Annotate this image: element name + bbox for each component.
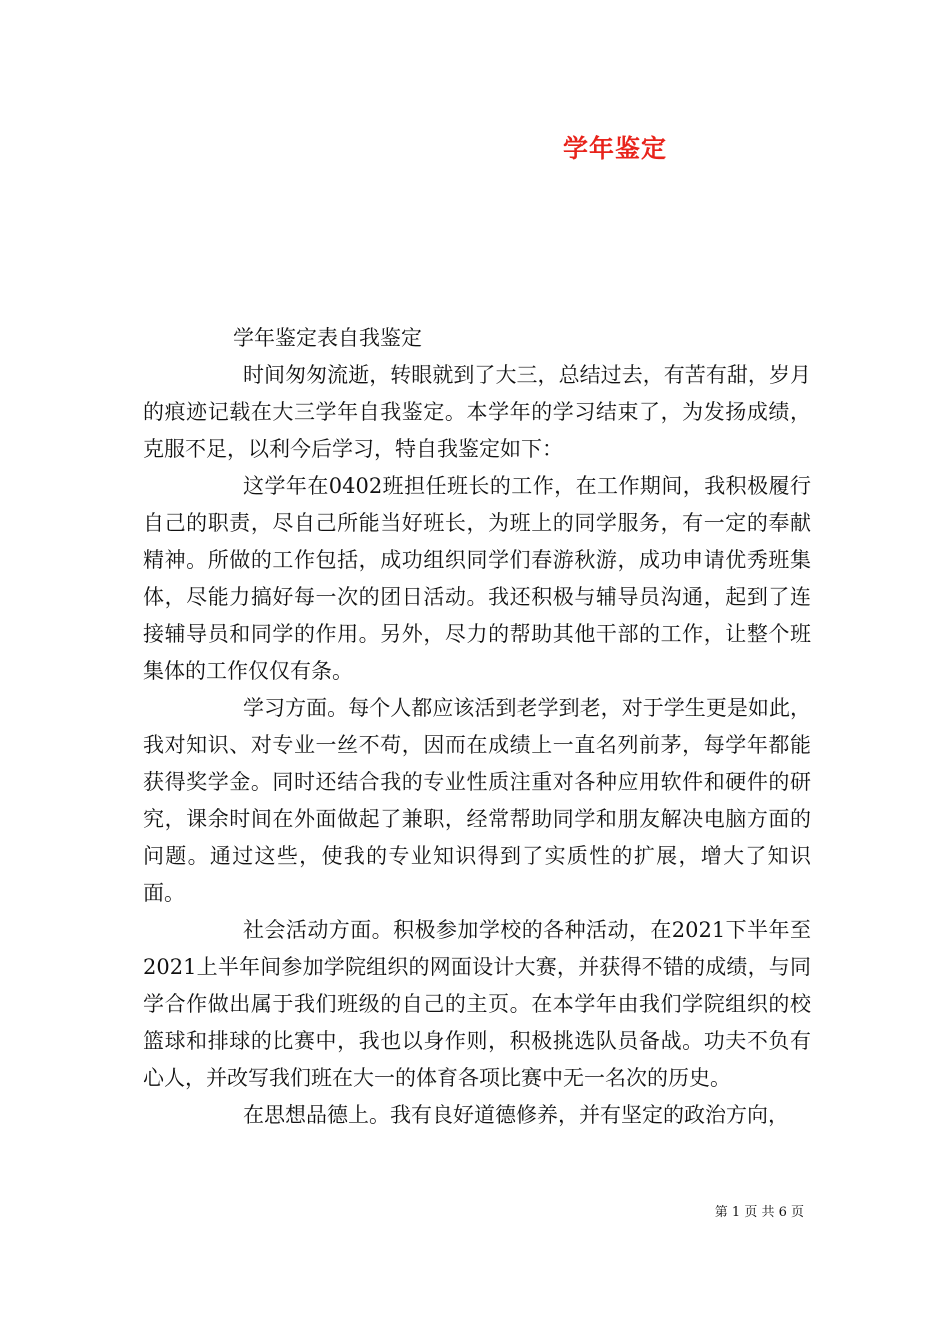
document-title: 学年鉴定 <box>562 134 667 163</box>
document-subtitle: 学年鉴定表自我鉴定 <box>233 326 422 350</box>
paragraph-social-activities: 社会活动方面。积极参加学校的各种活动，在2021下半年至2021上半年间参加学院组织的网面设计大赛，并获得不错的成绩，与同学合作做出属于我们班级的自己的主页。在本学年由我们学院组织的校篮球和排球的比赛中，我也以身作则，积极挑选队员备战。功夫不负有心人，并改写我们班在大一的体育各项比赛中无一名次的历史。 <box>143 918 811 1090</box>
paragraph-study: 学习方面。每个人都应该活到老学到老，对于学生更是如此，我对知识、对专业一丝不苟，因而在成绩上一直名列前茅，每学年都能获得奖学金。同时还结合我的专业性质注重对各种应用软件和硬件的研究，课余时间在外面做起了兼职，经常帮助同学和朋友解决电脑方面的问题。通过这些，使我的专业知识得到了实质性的扩展，增大了知识面。 <box>143 696 811 905</box>
paragraph-moral-character: 在思想品德上。我有良好道德修养，并有坚定的政治方向， <box>243 1103 789 1127</box>
paragraph-class-monitor: 这学年在0402班担任班长的工作，在工作期间，我积极履行自己的职责，尽自己所能当好班长，为班上的同学服务，有一定的奉献精神。所做的工作包括，成功组织同学们春游秋游，成功申请优秀班集体，尽能力搞好每一次的团日活动。我还积极与辅导员沟通，起到了连接辅导员和同学的作用。另外，尽力的帮助其他干部的工作，让整个班集体的工作仅仅有条。 <box>143 474 811 683</box>
page-number-footer: 第 1 页 共 6 页 <box>714 1205 804 1220</box>
document-body <box>143 320 811 1134</box>
paragraph-intro: 时间匆匆流逝，转眼就到了大三，总结过去，有苦有甜，岁月的痕迹记载在大三学年自我鉴定。本学年的学习结束了，为发扬成绩，克服不足，以利今后学习，特自我鉴定如下： <box>143 363 811 461</box>
